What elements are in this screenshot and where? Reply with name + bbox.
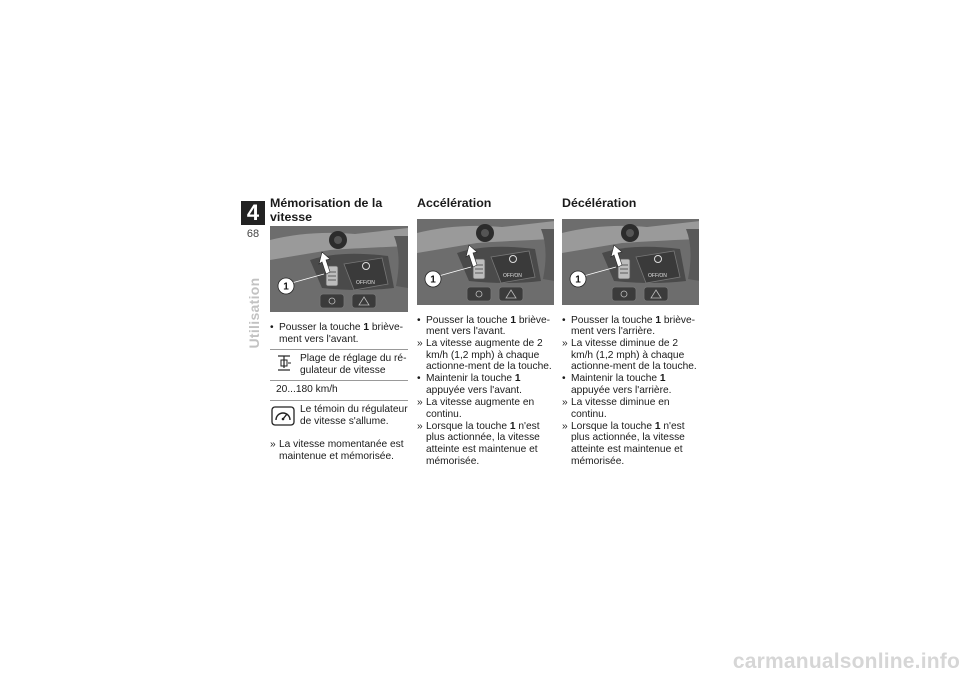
column-memorisation <box>270 197 408 463</box>
info-box <box>270 349 408 431</box>
step-marker: » <box>417 338 423 350</box>
list-item <box>417 315 554 338</box>
step-marker: » <box>417 397 423 409</box>
step-marker: • <box>417 314 421 326</box>
list-item <box>562 315 699 338</box>
key-reference: 1 <box>514 373 521 385</box>
result-list <box>270 439 408 462</box>
list-item <box>270 322 408 345</box>
switch-label: OFF/ON <box>503 272 522 279</box>
step-text: Lorsque la touche <box>571 420 655 432</box>
step-text: Maintenir la touche <box>571 373 660 385</box>
callout-number: 1 <box>283 281 289 293</box>
switch-label: OFF/ON <box>648 272 667 279</box>
list-item <box>562 338 699 373</box>
key-reference: 1 <box>659 373 666 385</box>
column-acceleration <box>417 197 554 468</box>
step-marker: • <box>417 373 421 385</box>
section-heading: Mémorisation de la vitesse <box>270 196 383 224</box>
step-marker: » <box>562 420 568 432</box>
step-text: Pousser la touche <box>279 322 364 333</box>
step-text-continued: appuyée vers l'arrière. <box>571 385 672 397</box>
list-item <box>417 421 554 467</box>
step-text: Pousser la touche <box>426 314 511 326</box>
list-item <box>417 397 554 420</box>
key-reference: 1 <box>654 420 661 432</box>
step-marker: » <box>417 420 423 432</box>
list-item <box>562 397 699 420</box>
section-heading: Décélération <box>562 196 637 210</box>
key-reference: 1 <box>509 420 516 432</box>
list-item <box>270 439 408 462</box>
step-marker: » <box>562 397 568 409</box>
handlebar-switch-illustration <box>270 226 408 312</box>
key-reference: 1 <box>655 314 662 326</box>
list-item <box>562 421 699 467</box>
photo-frame <box>562 219 699 305</box>
step-marker: » <box>562 338 568 350</box>
step-text: Lorsque la touche <box>426 420 510 432</box>
step-marker: • <box>562 373 566 385</box>
step-marker: • <box>270 322 274 333</box>
speed-range-value: 20...180 km/h <box>270 381 408 401</box>
step-text-continued: briève-ment vers l'arrière. <box>571 314 696 338</box>
photo-frame <box>417 219 554 305</box>
chapter-number-box: 4 <box>241 201 265 225</box>
step-text: Maintenir la touche <box>426 373 515 385</box>
column-deceleration <box>562 197 699 468</box>
indicator-note <box>270 401 408 431</box>
step-text-continued: n'est plus actionnée, la vitesse atteinte est maintenue et mémorisée. <box>571 420 685 467</box>
info-box-text: Plage de réglage du ré-gulateur de vitesse <box>300 353 407 376</box>
switch-label: OFF/ON <box>356 280 375 286</box>
step-text: La vitesse augmente de 2 km/h (1,2 mph) à chaque actionne-ment de la touche. <box>426 338 552 373</box>
result-text: La vitesse momentanée est maintenue et mémorisée. <box>279 439 404 462</box>
step-text-continued: briève-ment vers l'avant. <box>426 314 551 338</box>
list-item <box>417 373 554 396</box>
result-marker: » <box>270 439 276 451</box>
list-item <box>562 373 699 396</box>
callout-number: 1 <box>430 274 436 285</box>
indicator-note-text: Le témoin du régulateur de vitesse s'allume. <box>300 403 408 427</box>
step-text: Pousser la touche <box>571 314 656 326</box>
list-item <box>417 338 554 373</box>
chapter-title-vertical: Utilisation <box>246 277 262 349</box>
handlebar-switch-illustration <box>417 219 554 305</box>
key-reference: 1 <box>510 314 517 326</box>
step-text: La vitesse diminue en continu. <box>571 397 670 420</box>
step-list <box>562 315 699 468</box>
speed-range-icon <box>276 354 292 376</box>
callout-number: 1 <box>575 274 581 285</box>
cruise-control-indicator-icon <box>271 406 295 430</box>
step-text-continued: n'est plus actionnée, la vitesse atteinte est maintenue et mémorisée. <box>426 420 540 467</box>
watermark: carmanualsonline.info <box>732 650 960 673</box>
handlebar-switch-illustration <box>562 219 699 305</box>
section-heading: Accélération <box>417 196 492 210</box>
info-box-header <box>270 349 408 381</box>
step-text: La vitesse augmente en continu. <box>426 397 535 420</box>
photo-frame <box>270 226 408 312</box>
page-number: 68 <box>246 228 260 240</box>
step-list <box>270 322 408 345</box>
step-text: La vitesse diminue de 2 km/h (1,2 mph) à chaque actionne-ment de la touche. <box>571 338 697 373</box>
step-list <box>417 315 554 468</box>
step-marker: • <box>562 314 566 326</box>
key-reference: 1 <box>363 322 370 333</box>
step-text-continued: appuyée vers l'avant. <box>426 385 522 397</box>
step-text-continued: briève-ment vers l'avant. <box>279 322 404 345</box>
